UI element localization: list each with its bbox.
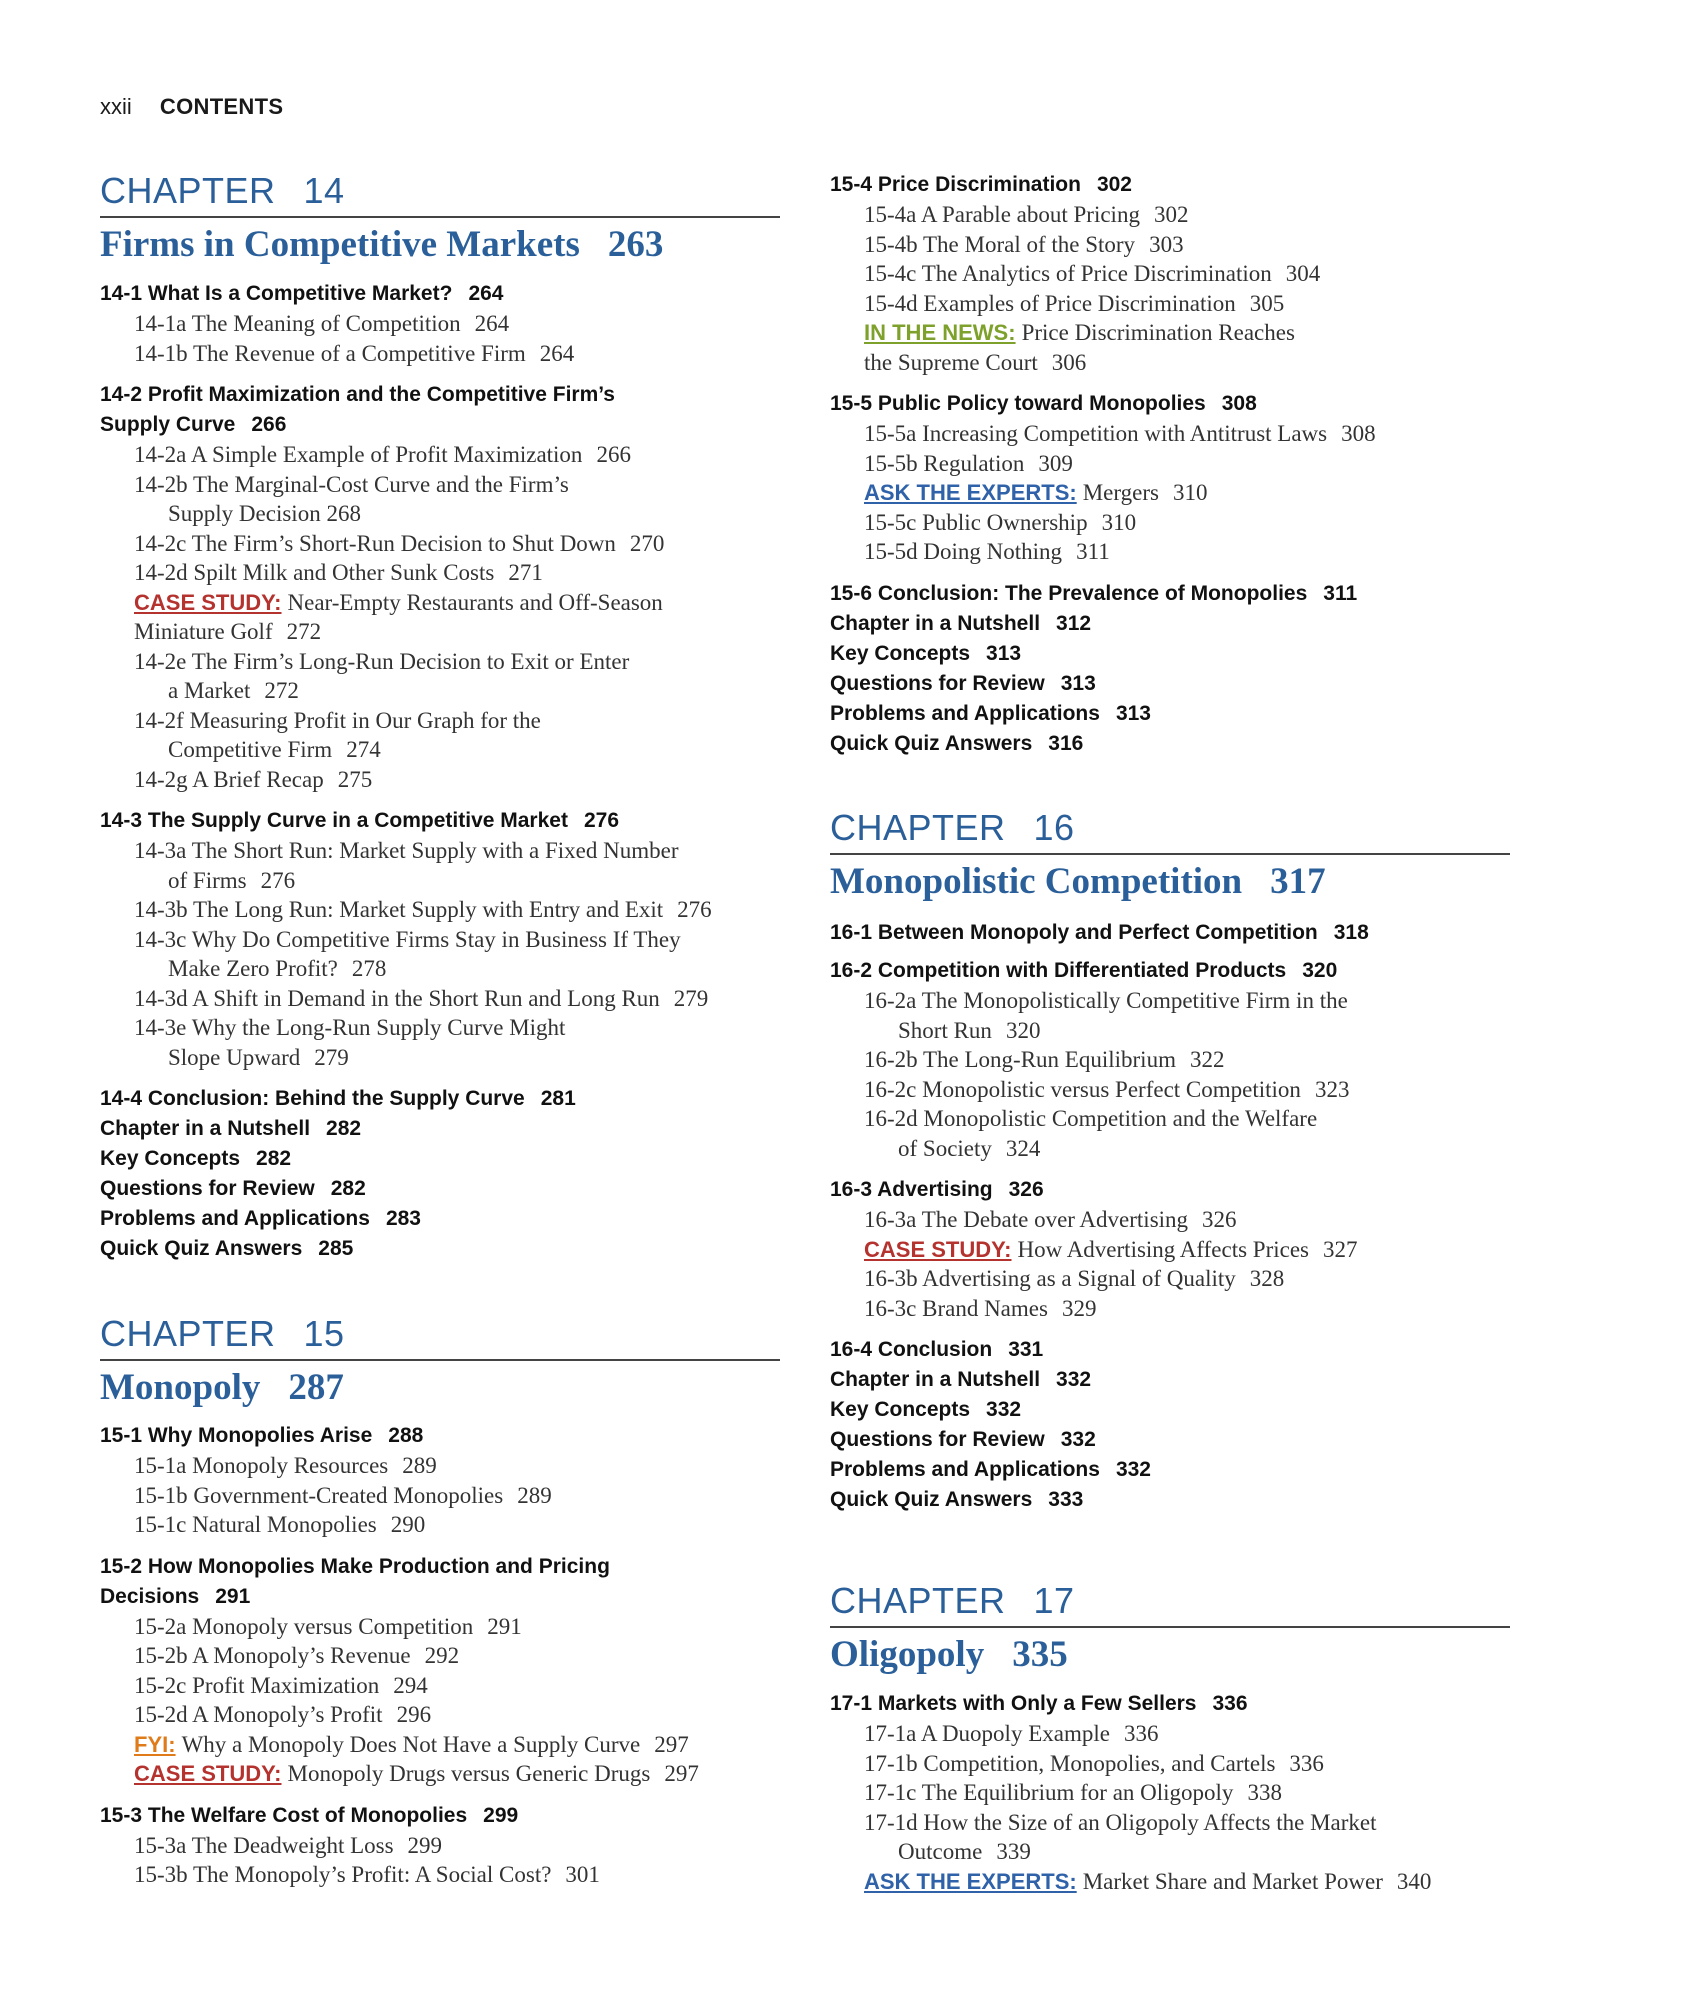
chapter-rule (830, 853, 1510, 855)
chapter-title: Monopolistic Competition 317 (830, 861, 1326, 902)
toc-subsection-continued[interactable]: Short Run 320 (898, 1017, 1041, 1043)
toc-end-item[interactable]: Chapter in a Nutshell 332 (830, 1368, 1092, 1391)
chapter-title: Oligopoly 335 (830, 1634, 1068, 1675)
toc-subsection[interactable]: 14-2d Spilt Milk and Other Sunk Costs 271 (134, 560, 543, 585)
case-study-tag: CASE STUDY: (134, 589, 282, 615)
toc-subsection[interactable]: 15-4d Examples of Price Discrimination 305 (864, 290, 1285, 316)
toc-subsection[interactable]: 15-1b Government-Created Monopolies 289 (134, 1482, 552, 1508)
toc-section[interactable]: 16-1 Between Monopoly and Perfect Competition 318 (830, 921, 1369, 944)
toc-subsection[interactable]: 17-1d How the Size of an Oligopoly Affects the Market (864, 1809, 1377, 1835)
toc-end-item[interactable]: Problems and Applications 332 (830, 1458, 1151, 1481)
chapter-rule (100, 216, 780, 218)
toc-subsection[interactable]: 15-5c Public Ownership 310 (864, 509, 1137, 535)
toc-subsection[interactable]: 15-5d Doing Nothing 311 (864, 539, 1110, 564)
ask-the-experts-tag: ASK THE EXPERTS: (864, 480, 1077, 505)
toc-end-item[interactable]: Quick Quiz Answers 316 (830, 731, 1084, 755)
toc-end-item[interactable]: Questions for Review 332 (830, 1428, 1096, 1451)
in-the-news-tag: IN THE NEWS: (864, 320, 1016, 345)
toc-subsection[interactable]: 16-3b Advertising as a Signal of Quality 328 (864, 1266, 1285, 1291)
page-number: xxii (100, 94, 132, 119)
chapter-rule (100, 1359, 780, 1361)
toc-subsection[interactable]: 14-2f Measuring Profit in Our Graph for the (134, 707, 541, 733)
toc-subsection[interactable]: 16-2a The Monopolistically Competitive Firm in the (864, 988, 1348, 1013)
toc-section[interactable]: 14-4 Conclusion: Behind the Supply Curve 281 (100, 1087, 576, 1110)
toc-subsection[interactable]: 16-3c Brand Names 329 (864, 1295, 1097, 1321)
chapter-title: Monopoly 287 (100, 1367, 344, 1408)
toc-end-item[interactable]: Key Concepts 282 (100, 1147, 292, 1170)
chapter-label: CHAPTER 17 (830, 1580, 1075, 1621)
toc-subsection[interactable]: 14-1a The Meaning of Competition 264 (134, 311, 510, 336)
in-the-news-feature[interactable]: IN THE NEWS: Price Discrimination Reaches (864, 320, 1295, 345)
toc-subsection[interactable]: 15-3a The Deadweight Loss 299 (134, 1832, 443, 1858)
toc-subsection[interactable]: 14-3d A Shift in Demand in the Short Run and Long Run 279 (134, 985, 709, 1011)
toc-end-item[interactable]: Key Concepts 313 (830, 641, 1022, 665)
toc-end-item[interactable]: Key Concepts 332 (830, 1398, 1022, 1421)
toc-subsection-continued[interactable]: Make Zero Profit? 278 (168, 956, 387, 981)
toc-subsection[interactable]: 15-2d A Monopoly’s Profit 296 (134, 1702, 432, 1727)
toc-subsection[interactable]: 17-1a A Duopoly Example 336 (864, 1721, 1159, 1746)
toc-subsection[interactable]: 15-4b The Moral of the Story 303 (864, 231, 1184, 257)
running-header (100, 94, 283, 120)
chapter-label: CHAPTER 15 (100, 1313, 345, 1354)
chapter-16-toc (830, 918, 1530, 1515)
toc-end-item[interactable]: Problems and Applications 313 (830, 701, 1151, 725)
toc-subsection[interactable]: 14-2e The Firm’s Long-Run Decision to Exit or Enter (134, 648, 630, 674)
toc-end-item[interactable]: Chapter in a Nutshell 312 (830, 611, 1092, 635)
toc-subsection[interactable]: 16-2b The Long-Run Equilibrium 322 (864, 1047, 1225, 1072)
toc-section[interactable]: 15-5 Public Policy toward Monopolies 308 (830, 392, 1257, 415)
feature-continued[interactable]: the Supreme Court 306 (864, 349, 1087, 375)
toc-section[interactable]: 15-1 Why Monopolies Arise 288 (100, 1424, 424, 1447)
chapter-14-heading (100, 170, 780, 268)
toc-section[interactable]: 14-3 The Supply Curve in a Competitive Market 276 (100, 809, 620, 832)
toc-subsection[interactable]: 15-3b The Monopoly’s Profit: A Social Cost? 301 (134, 1862, 600, 1887)
feature-continued[interactable]: Miniature Golf 272 (134, 619, 322, 644)
toc-end-item[interactable]: Quick Quiz Answers 285 (100, 1237, 354, 1260)
case-study-tag: CASE STUDY: (864, 1236, 1012, 1262)
toc-subsection[interactable]: 14-1b The Revenue of a Competitive Firm 264 (134, 340, 575, 366)
toc-section[interactable]: 15-2 How Monopolies Make Production and Pricing (100, 1554, 610, 1578)
chapter-16-heading (830, 807, 1510, 905)
toc-subsection[interactable]: 14-3c Why Do Competitive Firms Stay in Business If They (134, 926, 681, 952)
toc-section[interactable]: 15-4 Price Discrimination 302 (830, 173, 1132, 196)
fyi-tag: FYI: (134, 1731, 176, 1757)
header-label: CONTENTS (159, 94, 284, 119)
toc-subsection[interactable]: 15-4a A Parable about Pricing 302 (864, 202, 1189, 227)
case-study-feature[interactable]: CASE STUDY: How Advertising Affects Prices 327 (864, 1236, 1358, 1262)
toc-section[interactable]: 14-1 What Is a Competitive Market? 264 (100, 282, 504, 305)
chapter-14-toc (100, 279, 800, 1264)
toc-subsection[interactable]: 15-4c The Analytics of Price Discrimination 304 (864, 261, 1321, 286)
toc-subsection[interactable]: 17-1c The Equilibrium for an Oligopoly 338 (864, 1780, 1282, 1805)
toc-subsection-continued[interactable]: Supply Decision 268 (168, 501, 361, 526)
toc-subsection[interactable]: 15-1a Monopoly Resources 289 (134, 1453, 437, 1478)
toc-subsection[interactable]: 14-2b The Marginal-Cost Curve and the Firm’s (134, 471, 569, 497)
chapter-label: CHAPTER 16 (830, 807, 1075, 848)
chapter-rule (830, 1626, 1510, 1628)
chapter-15-toc (100, 1421, 800, 1890)
chapter-15-heading (100, 1313, 780, 1411)
toc-subsection[interactable]: 14-2a A Simple Example of Profit Maximization 266 (134, 442, 631, 467)
toc-subsection[interactable]: 14-3e Why the Long-Run Supply Curve Might (134, 1015, 566, 1040)
toc-end-item[interactable]: Chapter in a Nutshell 282 (100, 1117, 362, 1140)
toc-subsection[interactable]: 15-2a Monopoly versus Competition 291 (134, 1613, 522, 1639)
toc-subsection[interactable]: 16-2c Monopolistic versus Perfect Competition 323 (864, 1076, 1350, 1102)
toc-section[interactable]: 16-2 Competition with Differentiated Products 320 (830, 959, 1338, 982)
fyi-feature[interactable]: FYI: Why a Monopoly Does Not Have a Supply Curve 297 (134, 1731, 689, 1757)
ask-the-experts-tag: ASK THE EXPERTS: (864, 1868, 1077, 1894)
chapter-17-toc (830, 1689, 1530, 1896)
toc-section[interactable]: 16-3 Advertising 326 (830, 1178, 1044, 1201)
toc-end-item[interactable]: Quick Quiz Answers 333 (830, 1488, 1084, 1511)
chapter-15-toc-continued (830, 170, 1530, 759)
toc-end-item[interactable]: Questions for Review 282 (100, 1177, 366, 1200)
toc-subsection[interactable]: 16-3a The Debate over Advertising 326 (864, 1207, 1237, 1232)
ask-the-experts-feature[interactable]: ASK THE EXPERTS: Mergers 310 (864, 480, 1208, 505)
toc-section-continued[interactable]: Decisions 291 (100, 1584, 251, 1608)
toc-subsection[interactable]: 14-2c The Firm’s Short-Run Decision to Shut Down 270 (134, 530, 665, 556)
toc-subsection-continued[interactable]: Slope Upward 279 (168, 1044, 349, 1070)
toc-section[interactable]: 15-6 Conclusion: The Prevalence of Monopolies 311 (830, 581, 1358, 605)
toc-subsection[interactable]: 15-1c Natural Monopolies 290 (134, 1512, 426, 1537)
toc-subsection-continued[interactable]: of Firms 276 (168, 867, 296, 893)
toc-subsection[interactable]: 15-2b A Monopoly’s Revenue 292 (134, 1643, 460, 1668)
case-study-feature[interactable]: CASE STUDY: Monopoly Drugs versus Generic Drugs 297 (134, 1761, 699, 1786)
toc-section[interactable]: 16-4 Conclusion 331 (830, 1338, 1044, 1361)
toc-subsection[interactable]: 15-5b Regulation 309 (864, 450, 1073, 476)
toc-subsection[interactable]: 15-2c Profit Maximization 294 (134, 1672, 428, 1698)
toc-subsection[interactable]: 14-2g A Brief Recap 275 (134, 766, 373, 792)
ask-the-experts-feature[interactable]: ASK THE EXPERTS: Market Share and Market Power 340 (864, 1868, 1432, 1894)
toc-subsection[interactable]: 16-2d Monopolistic Competition and the Welfare (864, 1106, 1318, 1131)
toc-subsection[interactable]: 15-5a Increasing Competition with Antitrust Laws 308 (864, 421, 1376, 446)
toc-subsection[interactable]: 17-1b Competition, Monopolies, and Cartels 336 (864, 1750, 1324, 1776)
toc-subsection-continued[interactable]: Competitive Firm 274 (168, 737, 381, 762)
toc-section[interactable]: 14-2 Profit Maximization and the Competitive Firm’s (100, 383, 615, 406)
toc-end-item[interactable]: Questions for Review 313 (830, 671, 1096, 695)
toc-section[interactable]: 15-3 The Welfare Cost of Monopolies 299 (100, 1803, 519, 1827)
toc-end-item[interactable]: Problems and Applications 283 (100, 1207, 421, 1230)
toc-subsection[interactable]: 14-3b The Long Run: Market Supply with Entry and Exit 276 (134, 897, 712, 922)
toc-section[interactable]: 17-1 Markets with Only a Few Sellers 336 (830, 1692, 1248, 1715)
toc-subsection[interactable]: 14-3a The Short Run: Market Supply with a Fixed Number (134, 838, 679, 863)
toc-subsection-continued[interactable]: Outcome 339 (898, 1839, 1031, 1864)
toc-section-continued[interactable]: Supply Curve 266 (100, 413, 287, 436)
toc-subsection-continued[interactable]: a Market 272 (168, 678, 299, 703)
case-study-feature[interactable]: CASE STUDY: Near-Empty Restaurants and Off-Season (134, 589, 663, 615)
chapter-label: CHAPTER 14 (100, 170, 345, 211)
case-study-tag: CASE STUDY: (134, 1761, 282, 1786)
chapter-17-heading (830, 1580, 1510, 1678)
chapter-title: Firms in Competitive Markets 263 (100, 224, 664, 265)
toc-subsection-continued[interactable]: of Society 324 (898, 1135, 1041, 1161)
